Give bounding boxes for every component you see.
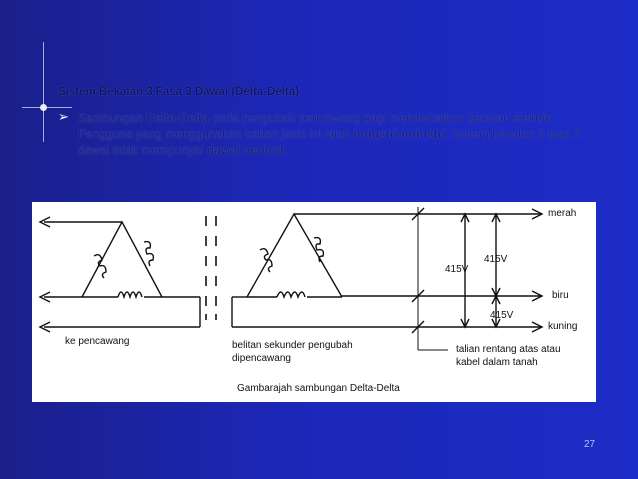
left-triangle — [82, 222, 162, 297]
diagram-drawing — [32, 202, 596, 402]
label-talian-line2: kabel dalam tanah — [456, 357, 538, 368]
label-belitan-line2: dipencawang — [232, 353, 291, 364]
para-bold-industri: industri-industri — [353, 127, 446, 141]
separator-dashes — [206, 216, 216, 320]
decor-dot — [40, 104, 47, 111]
label-ke-pencawang: ke pencawang — [65, 336, 130, 347]
page-number: 27 — [584, 439, 596, 450]
para-bold-dawai-neutral: dawai neutral. — [206, 143, 287, 157]
right-coil-bottom — [277, 292, 305, 297]
label-biru: biru — [552, 290, 569, 301]
left-coil-left — [94, 255, 106, 278]
bullet-arrow-icon: ➢ — [58, 109, 69, 124]
para-text-2: pada pengubah pencawang bagi membekalkan bekalan elektrik. Pengguna yang menggunakan beban jenis ini ialah — [78, 111, 555, 141]
para-text-1: Sambungan — [78, 111, 147, 125]
label-415v-bottom: 415V — [490, 310, 514, 321]
decor-horizontal-line — [22, 107, 72, 108]
delta-delta-diagram — [32, 202, 596, 402]
para-text-3: . Sistem bekalan 3 fasa 3 dawai tidak mempunyai — [78, 127, 581, 157]
left-coil-bottom — [118, 292, 142, 297]
decor-vertical-line — [43, 42, 44, 142]
left-coil-right — [144, 242, 153, 266]
label-kuning: kuning — [548, 321, 578, 332]
label-415v-outer: 415V — [445, 264, 469, 275]
slide-paragraph — [78, 110, 598, 158]
figure-caption: Gambarajah sambungan Delta-Delta — [237, 383, 400, 394]
right-triangle — [247, 214, 342, 297]
label-merah: merah — [548, 208, 577, 219]
label-belitan-line1: belitan sekunder pengubah — [232, 340, 353, 351]
right-coil-left — [260, 249, 272, 272]
label-415v-top: 415V — [484, 254, 508, 265]
slide-title: Sistem Bekalan 3 Fasa 3 Dawai (Delta-Delta) — [58, 86, 299, 98]
para-bold-delta-delta: Delta-Delta — [146, 111, 209, 125]
label-talian-line1: talian rentang atas atau — [456, 344, 561, 355]
